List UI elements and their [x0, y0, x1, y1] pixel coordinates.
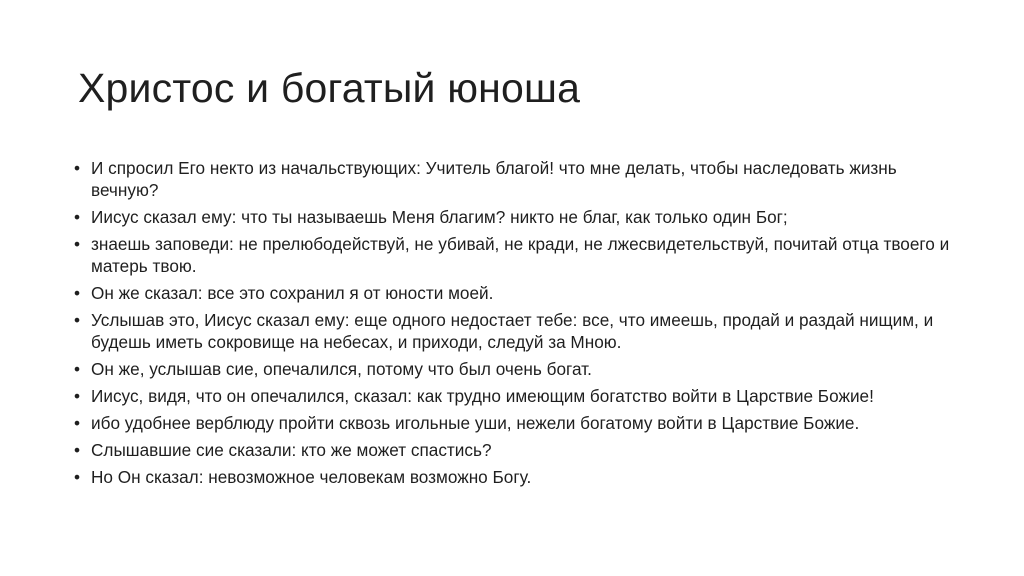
bullet-text: ибо удобнее верблюду пройти сквозь игольные уши, нежели богатому войти в Царствие Божие.: [91, 413, 860, 433]
bullet-item: [70, 206, 950, 228]
bullet-icon: •: [73, 386, 81, 406]
bullet-icon: •: [73, 207, 81, 227]
bullet-text: Он же сказал: все это сохранил я от юности моей.: [91, 283, 494, 303]
bullet-text: Но Он сказал: невозможное человекам возможно Богу.: [91, 467, 532, 487]
bullet-item: [70, 157, 950, 201]
bullet-text: Слышавшие сие сказали: кто же может спастись?: [91, 440, 492, 460]
bullet-text: знаешь заповеди: не прелюбодействуй, не убивай, не кради, не лжесвидетельствуй, почитай отца твоего и матерь твою.: [91, 234, 950, 276]
bullet-item: [70, 309, 950, 353]
bullet-icon: •: [73, 413, 81, 433]
bullet-icon: •: [73, 359, 81, 379]
bullet-item: [70, 466, 950, 488]
bullet-icon: •: [73, 467, 81, 487]
bullet-list: [70, 157, 950, 493]
bullet-text: Иисус, видя, что он опечалился, сказал: как трудно имеющим богатство войти в Царствие Божие!: [91, 386, 874, 406]
bullet-text: Он же, услышав сие, опечалился, потому что был очень богат.: [91, 359, 592, 379]
slide-title: Христос и богатый юноша: [78, 65, 581, 111]
bullet-text: И спросил Его некто из начальствующих: Учитель благой! что мне делать, чтобы наследовать жизнь вечную?: [91, 158, 897, 200]
bullet-icon: •: [73, 440, 81, 460]
bullet-icon: •: [73, 234, 81, 254]
bullet-item: [70, 439, 950, 461]
bullet-icon: •: [73, 310, 81, 330]
bullet-item: [70, 358, 950, 380]
bullet-text: Услышав это, Иисус сказал ему: еще одного недостает тебе: все, что имеешь, продай и раздай нищим, и будешь иметь сокровище на небесах, и приходи, следуй за Мною.: [91, 310, 934, 352]
bullet-item: [70, 412, 950, 434]
bullet-icon: •: [73, 283, 81, 303]
bullet-item: [70, 282, 950, 304]
bullet-item: [70, 385, 950, 407]
bullet-icon: •: [73, 158, 81, 178]
bullet-text: Иисус сказал ему: что ты называешь Меня благим? никто не благ, как только один Бог;: [91, 207, 788, 227]
bullet-item: [70, 233, 950, 277]
